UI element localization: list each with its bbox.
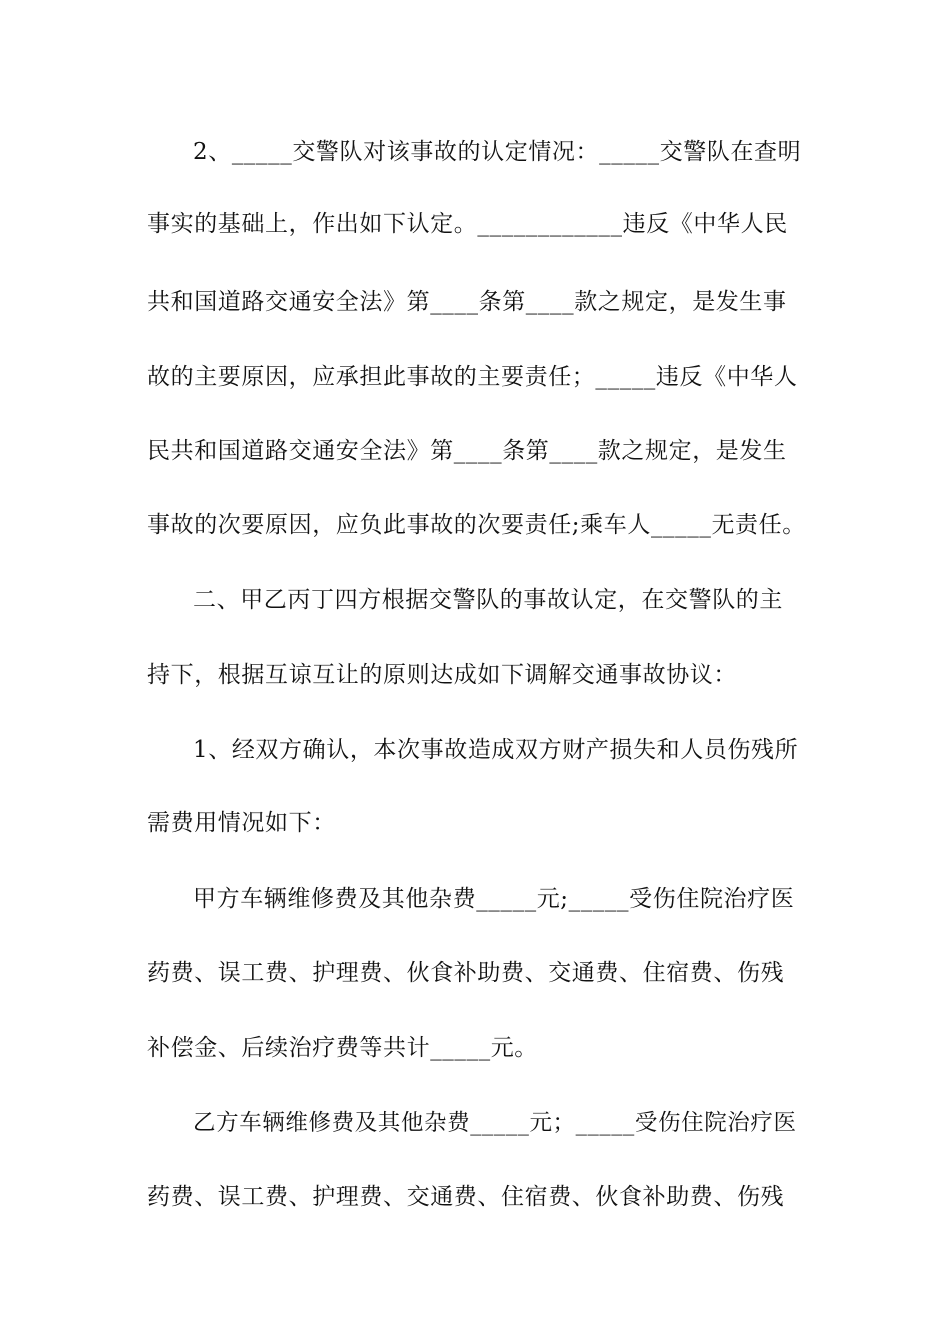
paragraph-line: 甲方车辆维修费及其他杂费_____元;_____受伤住院治疗医 [193,886,795,912]
paragraph-line: 2、_____交警队对该事故的认定情况：_____交警队在查明 [193,139,802,165]
paragraph-line: 共和国道路交通安全法》第____条第____款之规定，是发生事 [147,289,787,315]
paragraph-line: 持下，根据互谅互让的原则达成如下调解交通事故协议： [147,662,737,688]
paragraph-line: 二、甲乙丙丁四方根据交警队的事故认定，在交警队的主 [193,587,783,613]
paragraph-line: 1、经双方确认，本次事故造成双方财产损失和人员伤残所 [193,737,799,763]
paragraph-line: 故的主要原因，应承担此事故的主要责任；_____违反《中华人 [147,364,798,390]
paragraph-line: 事故的次要原因，应负此事故的次要责任;乘车人_____无责任。 [147,512,806,538]
paragraph-line: 乙方车辆维修费及其他杂费_____元；_____受伤住院治疗医 [193,1110,797,1136]
paragraph-line: 药费、误工费、护理费、伙食补助费、交通费、住宿费、伤残 [147,960,785,986]
paragraph-line: 民共和国道路交通安全法》第____条第____款之规定，是发生 [147,438,787,464]
paragraph-line: 需费用情况如下： [147,810,336,836]
paragraph-line: 药费、误工费、护理费、交通费、住宿费、伙食补助费、伤残 [147,1184,785,1210]
paragraph-line: 补偿金、后续治疗费等共计_____元。 [147,1035,538,1061]
paragraph-line: 事实的基础上，作出如下认定。____________违反《中华人民 [147,211,788,237]
